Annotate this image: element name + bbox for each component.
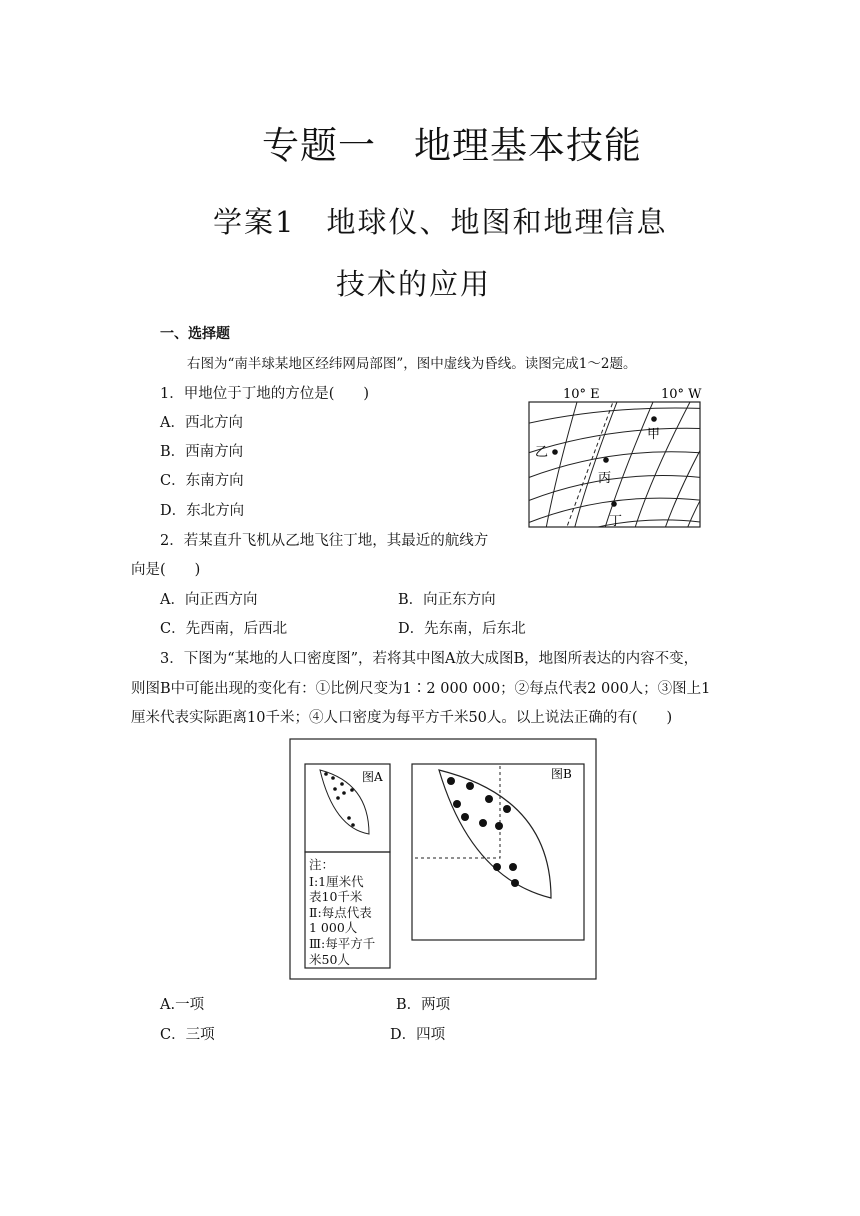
q3-option-a: A.一项	[160, 997, 205, 1013]
note-line-6: 米50人	[309, 952, 350, 967]
q3-option-b: B．两项	[396, 997, 451, 1013]
q2-stem-line1: 2．若某直升飞机从乙地飞往丁地，其最近的航线方	[160, 533, 489, 549]
population-density-figure	[289, 738, 599, 982]
note-line-1: Ⅰ:1厘米代	[309, 874, 364, 889]
point-ding	[611, 501, 617, 507]
q2-option-c: C．先西南，后西北	[160, 621, 288, 637]
q1-option-a: A．西北方向	[160, 415, 243, 431]
q1-option-b: B．西南方向	[160, 444, 244, 460]
point-bing	[603, 457, 609, 463]
graticule-map	[525, 384, 705, 532]
label-jia: 甲	[647, 427, 661, 442]
label-ding: 丁	[609, 514, 623, 529]
label-yi: 乙	[535, 445, 549, 460]
q2-option-b: B．向正东方向	[398, 592, 496, 608]
point-jia	[651, 416, 657, 422]
section-heading: 一、选择题	[160, 326, 230, 342]
q3-line3: 厘米代表实际距离10千米；④人口密度为每平方千米50人。以上说法正确的有( )	[131, 710, 673, 726]
lesson-title-line1: 学案1 地球仪、地图和地理信息	[213, 205, 668, 239]
note-line-3: Ⅱ:每点代表	[309, 905, 372, 920]
q3-option-c: C．三项	[160, 1027, 215, 1043]
lon-label-10e: 10° E	[563, 387, 600, 402]
note-title: 注：	[309, 857, 335, 872]
q3-option-d: D．四项	[390, 1027, 446, 1043]
lon-label-10w: 10° W	[661, 387, 702, 402]
q1-stem: 1．甲地位于丁地的方位是( )	[160, 386, 370, 402]
point-yi	[552, 449, 558, 455]
note-line-4: 1 000人	[309, 920, 358, 935]
q3-line2: 则图B中可能出现的变化有：①比例尺变为1∶2 000 000；②每点代表2 000人；③图上1	[131, 681, 711, 697]
q1-option-c: C．东南方向	[160, 473, 244, 489]
intro-text: 右图为“南半球某地区经纬网局部图”，图中虚线为昏线。读图完成1～2题。	[187, 356, 637, 372]
note-line-5: Ⅲ:每平方千	[309, 936, 376, 951]
lesson-title-line2: 技术的应用	[336, 267, 492, 301]
figure-b-label: 图B	[551, 767, 572, 781]
q1-option-d: D．东北方向	[160, 503, 245, 519]
page-title: 专题一 地理基本技能	[262, 124, 642, 167]
label-bing: 丙	[598, 471, 612, 486]
q2-option-d: D．先东南，后东北	[398, 621, 526, 637]
note-line-2: 表10千米	[309, 889, 363, 904]
q2-option-a: A．向正西方向	[160, 592, 258, 608]
q2-stem-line2: 向是( )	[131, 562, 201, 578]
figure-a-label: 图A	[362, 770, 383, 784]
q3-line1: 3．下图为“某地的人口密度图”，若将其中图A放大成图B，地图所表达的内容不变，	[160, 651, 699, 667]
